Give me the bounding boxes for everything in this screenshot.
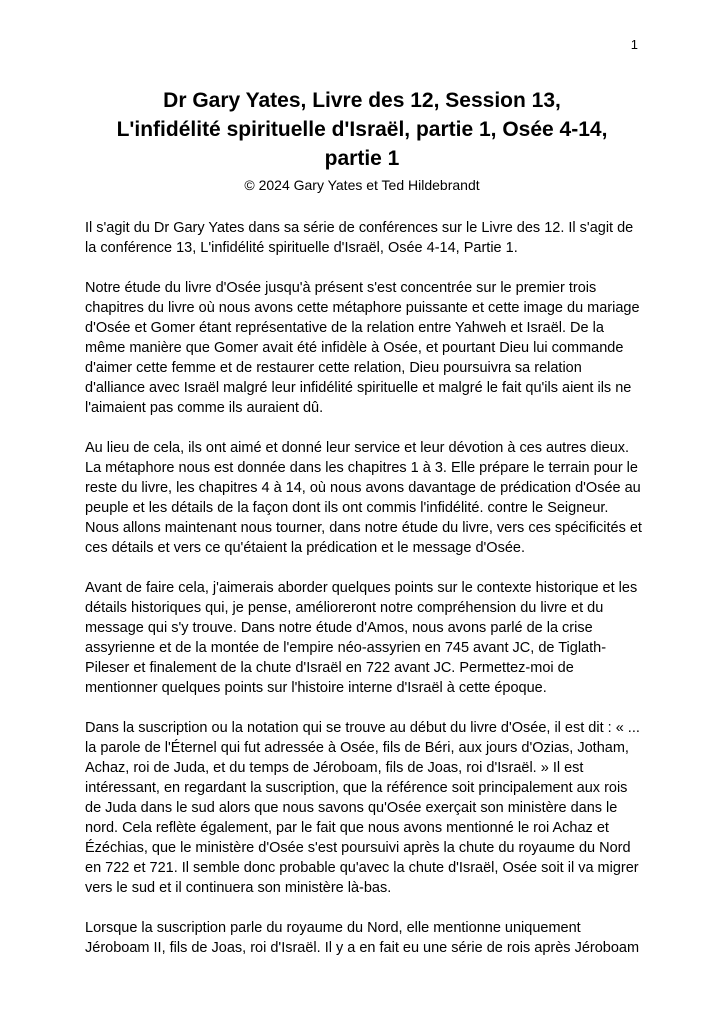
title-line-1: Dr Gary Yates, Livre des 12, Session 13,	[163, 89, 561, 112]
document-body	[85, 218, 642, 958]
paragraph-4: Avant de faire cela, j'aimerais aborder quelques points sur le contexte historique et les détails historiques qui, je pense, amélioreront notre compréhension du livre et du message qui s'y trouve. Dans notre étude d'Amos, nous avons parlé de la crise assyrienne et de la montée de l'empire néo-assyrien en 745 avant JC, de Tiglath-Pileser et finalement de la chute d'Israël en 722 avant JC. Permettez-moi de mentionner quelques points sur l'histoire interne d'Israël à cette époque.	[85, 580, 638, 696]
paragraph-3: Au lieu de cela, ils ont aimé et donné leur service et leur dévotion à ces autres dieux. La métaphore nous est donnée dans les chapitres 1 à 3. Elle prépare le terrain pour le reste du livre, les chapitres 4 à 14, où nous avons davantage de prédication d'Osée au peuple et les détails de la façon dont ils ont commis l'infidélité. contre le Seigneur. Nous allons maintenant nous tourner, dans notre étude du livre, vers ces spécificités et ces détails et vers ce qu'étaient la prédication et le message d'Osée.	[85, 440, 642, 556]
paragraph-5: Dans la suscription ou la notation qui se trouve au début du livre d'Osée, il est dit : « ... la parole de l'Éternel qui fut adressée à Osée, fils de Béri, aux jours d'Ozias, Jotham, Achaz, roi de Juda, et du temps de Jéroboam, fils de Joas, roi d'Israël. » Il est intéressant, en regardant la suscription, que la référence soit principalement aux rois de Juda dans le sud alors que nous savons qu'Osée exerçait son ministère dans le nord. Cela reflète également, par le fait que nous avons mentionné le roi Achaz et Ézéchias, que le ministère d'Osée s'est poursuivi après la chute du royaume du Nord en 722 et 721. Il semble donc probable qu'avec la chute d'Israël, Osée soit il va migrer vers le sud et il continuera son ministère là-bas.	[85, 720, 640, 896]
document-title	[0, 86, 724, 173]
copyright-line: © 2024 Gary Yates et Ted Hildebrandt	[244, 177, 480, 193]
title-line-2: L'infidélité spirituelle d'Israël, partie 1, Osée 4-14,	[116, 118, 608, 141]
paragraph-2: Notre étude du livre d'Osée jusqu'à présent s'est concentrée sur le premier trois chapitres du livre où nous avons cette métaphore puissante et cette image du mariage d'Osée et Gomer étant représentative de la relation entre Yahweh et Israël. De la même manière que Gomer avait été infidèle à Osée, et pourtant Dieu lui commande d'aimer cette femme et de restaurer cette relation, Dieu poursuivra sa relation d'alliance avec Israël malgré leur infidélité spirituelle et malgré le fait qu'ils aient ils ne l'aimaient pas comme ils auraient dû.	[85, 280, 640, 416]
title-line-3: partie 1	[324, 147, 400, 170]
page-number: 1	[630, 37, 638, 52]
paragraph-1: Il s'agit du Dr Gary Yates dans sa série de conférences sur le Livre des 12. Il s'agit de la conférence 13, L'infidélité spirituelle d'Israël, Osée 4-14, Partie 1.	[85, 220, 634, 256]
paragraph-6: Lorsque la suscription parle du royaume du Nord, elle mentionne uniquement Jéroboam II, fils de Joas, roi d'Israël. Il y a en fait eu une série de rois après Jéroboam	[85, 920, 640, 956]
document-header	[0, 86, 724, 194]
